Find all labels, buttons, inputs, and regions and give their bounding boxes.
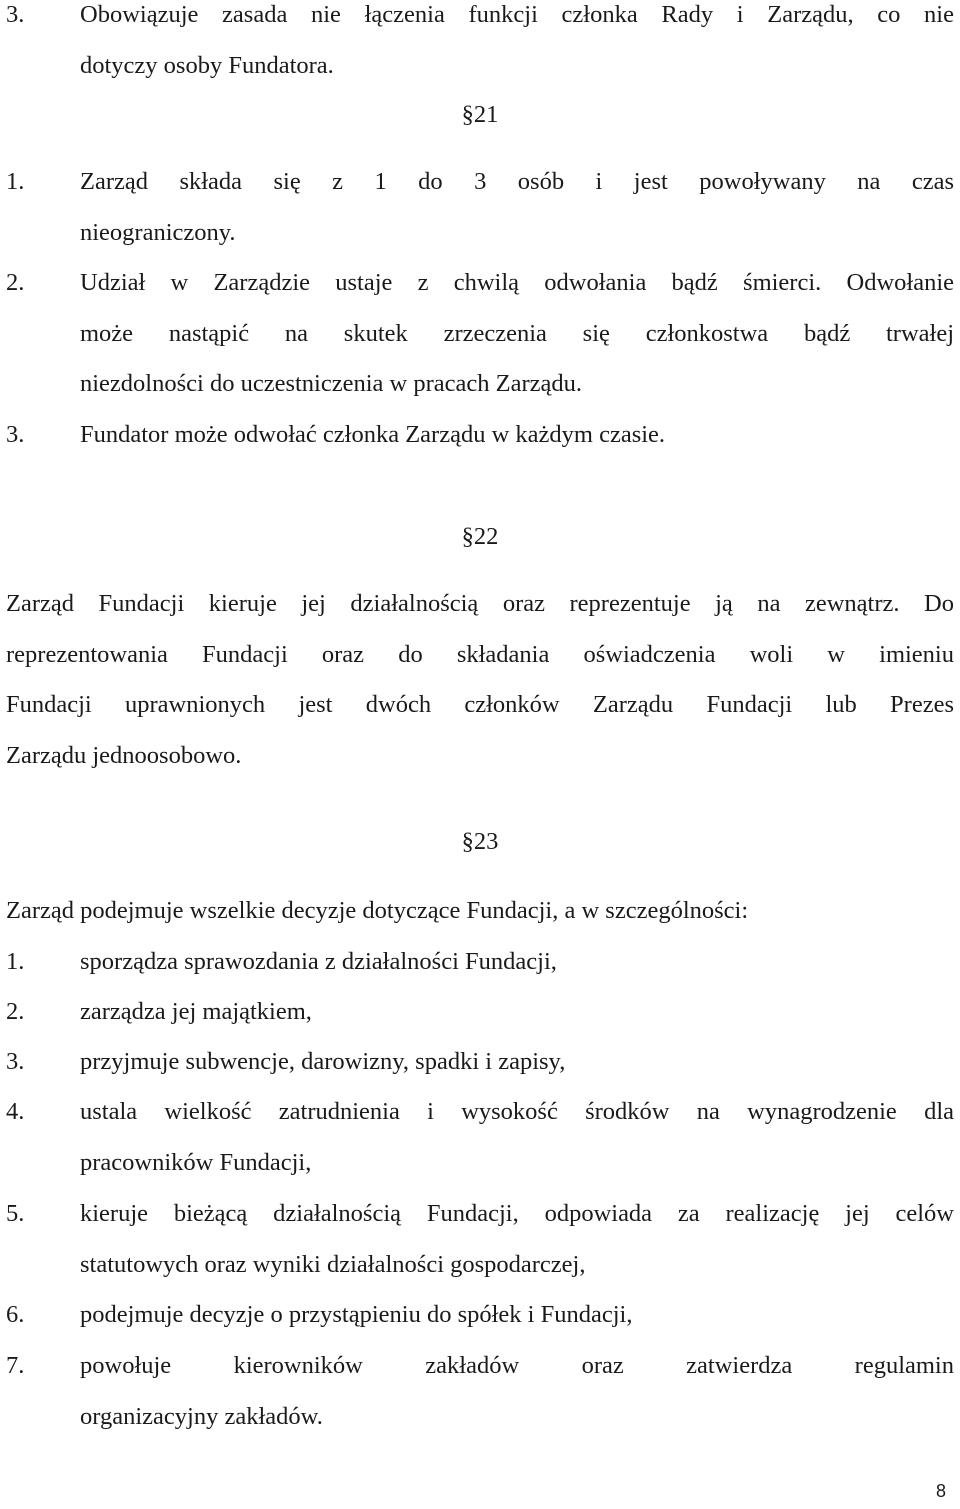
section-heading: §22	[461, 523, 499, 550]
section-heading: §23	[461, 828, 499, 855]
list-item-text	[80, 0, 954, 91]
text-line: kieruje bieżącą działalnością Fundacji, odpowiada za realizację jej celów	[80, 1200, 954, 1227]
list-item	[6, 937, 954, 988]
text-line: może nastąpić na skutek zrzeczenia się członkostwa bądź trwałej	[80, 319, 954, 347]
list-item	[6, 1037, 954, 1088]
text-line: podejmuje decyzje o przystąpieniu do spółek i Fundacji,	[80, 1301, 633, 1328]
text-line: statutowych oraz wyniki działalności gospodarczej,	[80, 1250, 586, 1278]
list-item-number: 3.	[6, 1, 25, 28]
list-item-number: 1.	[6, 168, 25, 195]
page-number: 8	[935, 1481, 946, 1501]
text-line: przyjmuje subwencje, darowizny, spadki i zapisy,	[80, 1048, 566, 1075]
list-item	[6, 1189, 954, 1290]
text-line: Fundator może odwołać członka Zarządu w każdym czasie.	[80, 421, 666, 448]
list-item-number: 3.	[6, 1048, 25, 1075]
text-line: Zarządu jednoosobowo.	[6, 741, 242, 769]
text-line: niezdolności do uczestniczenia w pracach Zarządu.	[80, 370, 582, 397]
list-item-text	[80, 1087, 954, 1188]
text-line: Udział w Zarządzie ustaje z chwilą odwołania bądź śmierci. Odwołanie	[80, 269, 954, 296]
list-item-text	[80, 1037, 954, 1088]
list-item	[6, 410, 954, 461]
list-item	[6, 1341, 954, 1442]
list-item-number: 3.	[6, 421, 25, 448]
list-item-text	[80, 1290, 954, 1341]
list-item-number: 4.	[6, 1098, 25, 1125]
list-item-number: 2.	[6, 998, 25, 1025]
list-item-number: 5.	[6, 1200, 25, 1227]
paragraph	[6, 579, 954, 781]
list-item	[6, 258, 954, 410]
list-item	[6, 1290, 954, 1341]
text-line: Zarząd składa się z 1 do 3 osób i jest powoływany na czas	[80, 168, 954, 195]
list-item	[6, 987, 954, 1038]
section-heading: §21	[461, 101, 499, 128]
paragraph	[6, 886, 954, 937]
list-item-number: 1.	[6, 948, 25, 975]
text-line: nieograniczony.	[80, 218, 236, 246]
list-item-text	[80, 987, 954, 1038]
text-line: sporządza sprawozdania z działalności Fundacji,	[80, 948, 557, 975]
text-line: Zarząd Fundacji kieruje jej działalnością oraz reprezentuje ją na zewnątrz. Do	[6, 590, 954, 617]
list-item-text	[80, 157, 954, 258]
list-item-number: 2.	[6, 269, 25, 296]
text-line: powołuje kierowników zakładów oraz zatwierdza regulamin	[80, 1352, 954, 1379]
text-line: Zarząd podejmuje wszelkie decyzje dotyczące Fundacji, a w szczególności:	[6, 897, 749, 924]
text-line: ustala wielkość zatrudnienia i wysokość środków na wynagrodzenie dla	[80, 1098, 954, 1125]
list-item	[6, 1087, 954, 1188]
list-item-text	[80, 937, 954, 988]
text-line: pracowników Fundacji,	[80, 1148, 312, 1176]
list-item	[6, 157, 954, 258]
list-item	[6, 0, 954, 91]
list-item-number: 7.	[6, 1352, 25, 1379]
text-line: dotyczy osoby Fundatora.	[80, 51, 334, 79]
list-item-text	[80, 410, 954, 461]
list-item-text	[80, 1341, 954, 1442]
text-line: organizacyjny zakładów.	[80, 1402, 323, 1430]
list-item-number: 6.	[6, 1301, 25, 1328]
text-line: reprezentowania Fundacji oraz do składania oświadczenia woli w imieniu	[6, 640, 954, 668]
text-line: Fundacji uprawnionych jest dwóch członków Zarządu Fundacji lub Prezes	[6, 691, 954, 718]
text-line: zarządza jej majątkiem,	[80, 998, 312, 1025]
text-line: Obowiązuje zasada nie łączenia funkcji członka Rady i Zarządu, co nie	[80, 1, 954, 28]
list-item-text	[80, 1189, 954, 1290]
list-item-text	[80, 258, 954, 410]
